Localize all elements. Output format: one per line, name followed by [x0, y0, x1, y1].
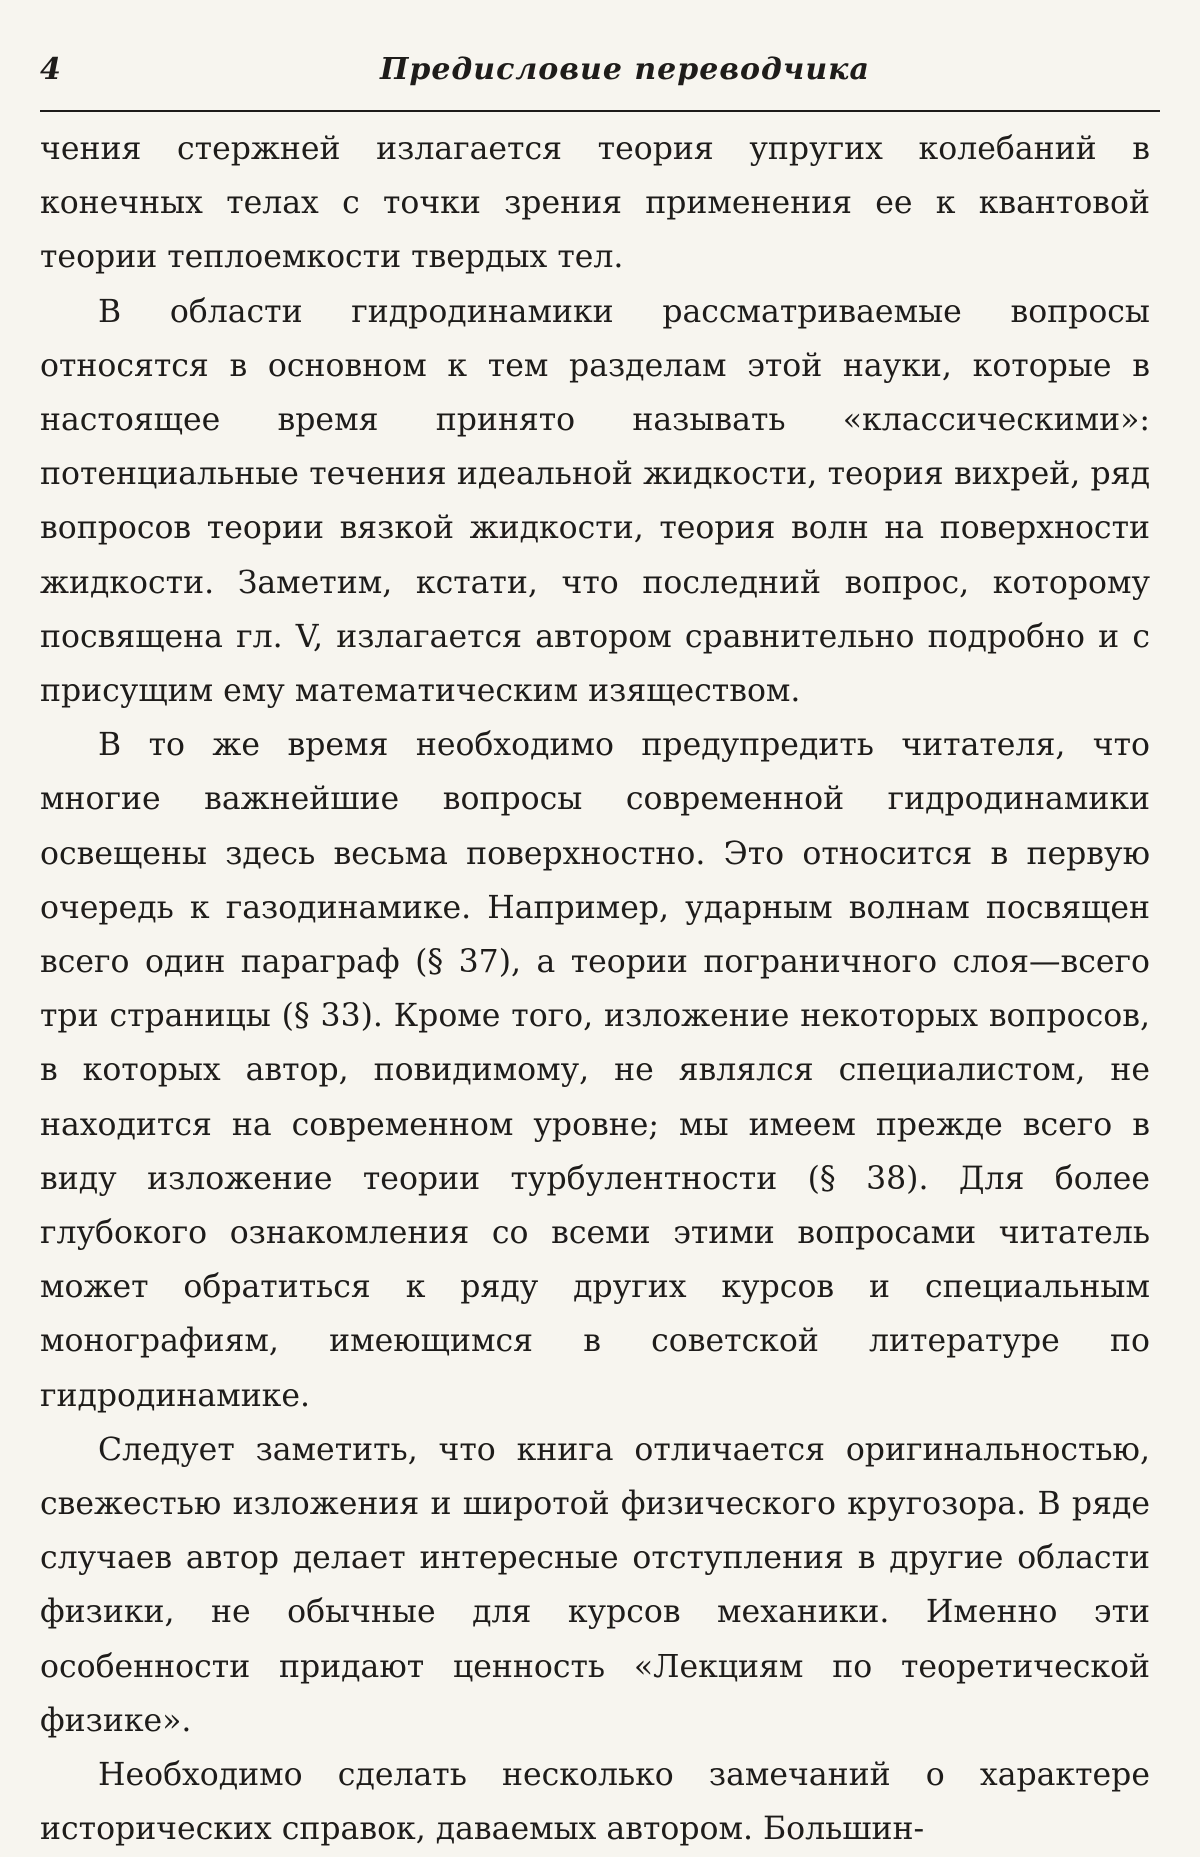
paragraph-warning: В то же время необходимо предупредить читателя, что многие важнейшие вопросы современной гидродинамики освещены здесь весьма поверхностно. Это относится в первую очередь к газодинамике. Например, ударным волнам посвящен всего один параграф (§ 37), а теории пограничного слоя—всего три страницы (§ 33). Кроме того, изложение некоторых вопросов, в которых автор, повидимому, не являлся специалистом, не находится на современном уровне; мы имеем прежде всего в виду изложение теории турбулентности (§ 38). Для более глубокого ознакомления со всеми этими вопросами читатель может обратиться к ряду других курсов и специальным монографиям, имеющимся в советской литературе по гидродинамике. [40, 727, 1150, 1414]
body-text [40, 122, 1150, 1857]
paragraph-historical-notes: Необходимо сделать несколько замечаний о характере исторических справок, даваемых автором. Большин- [40, 1757, 1150, 1848]
paragraph-hydrodynamics: В области гидродинамики рассматриваемые вопросы относятся в основном к тем разделам этой науки, которые в настоящее время принято называть «классическими»: потенциальные течения идеальной жидкости, теория вихрей, ряд вопросов теории вязкой жидкости, теория волн на поверхности жидкости. Заметим, кстати, что последний вопрос, которому посвящена гл. V, излагается автором сравнительно подробно и с присущим ему математическим изяществом. [40, 293, 1150, 710]
paragraph-originality: Следует заметить, что книга отличается оригинальностью, свежестью изложения и широтой физического кругозора. В ряде случаев автор делает интересные отступления в другие области физики, не обычные для курсов механики. Именно эти особенности придают ценность «Лекциям по теоретической физике». [40, 1431, 1150, 1739]
paragraph-continuation: чения стержней излагается теория упругих колебаний в конечных телах с точки зрения применения ее к квантовой теории теплоемкости твердых тел. [40, 131, 1150, 276]
header-rule [40, 110, 1160, 112]
page-header [40, 44, 1160, 94]
page-number: 4 [40, 52, 61, 87]
running-title: Предисловие переводчика [380, 52, 870, 87]
